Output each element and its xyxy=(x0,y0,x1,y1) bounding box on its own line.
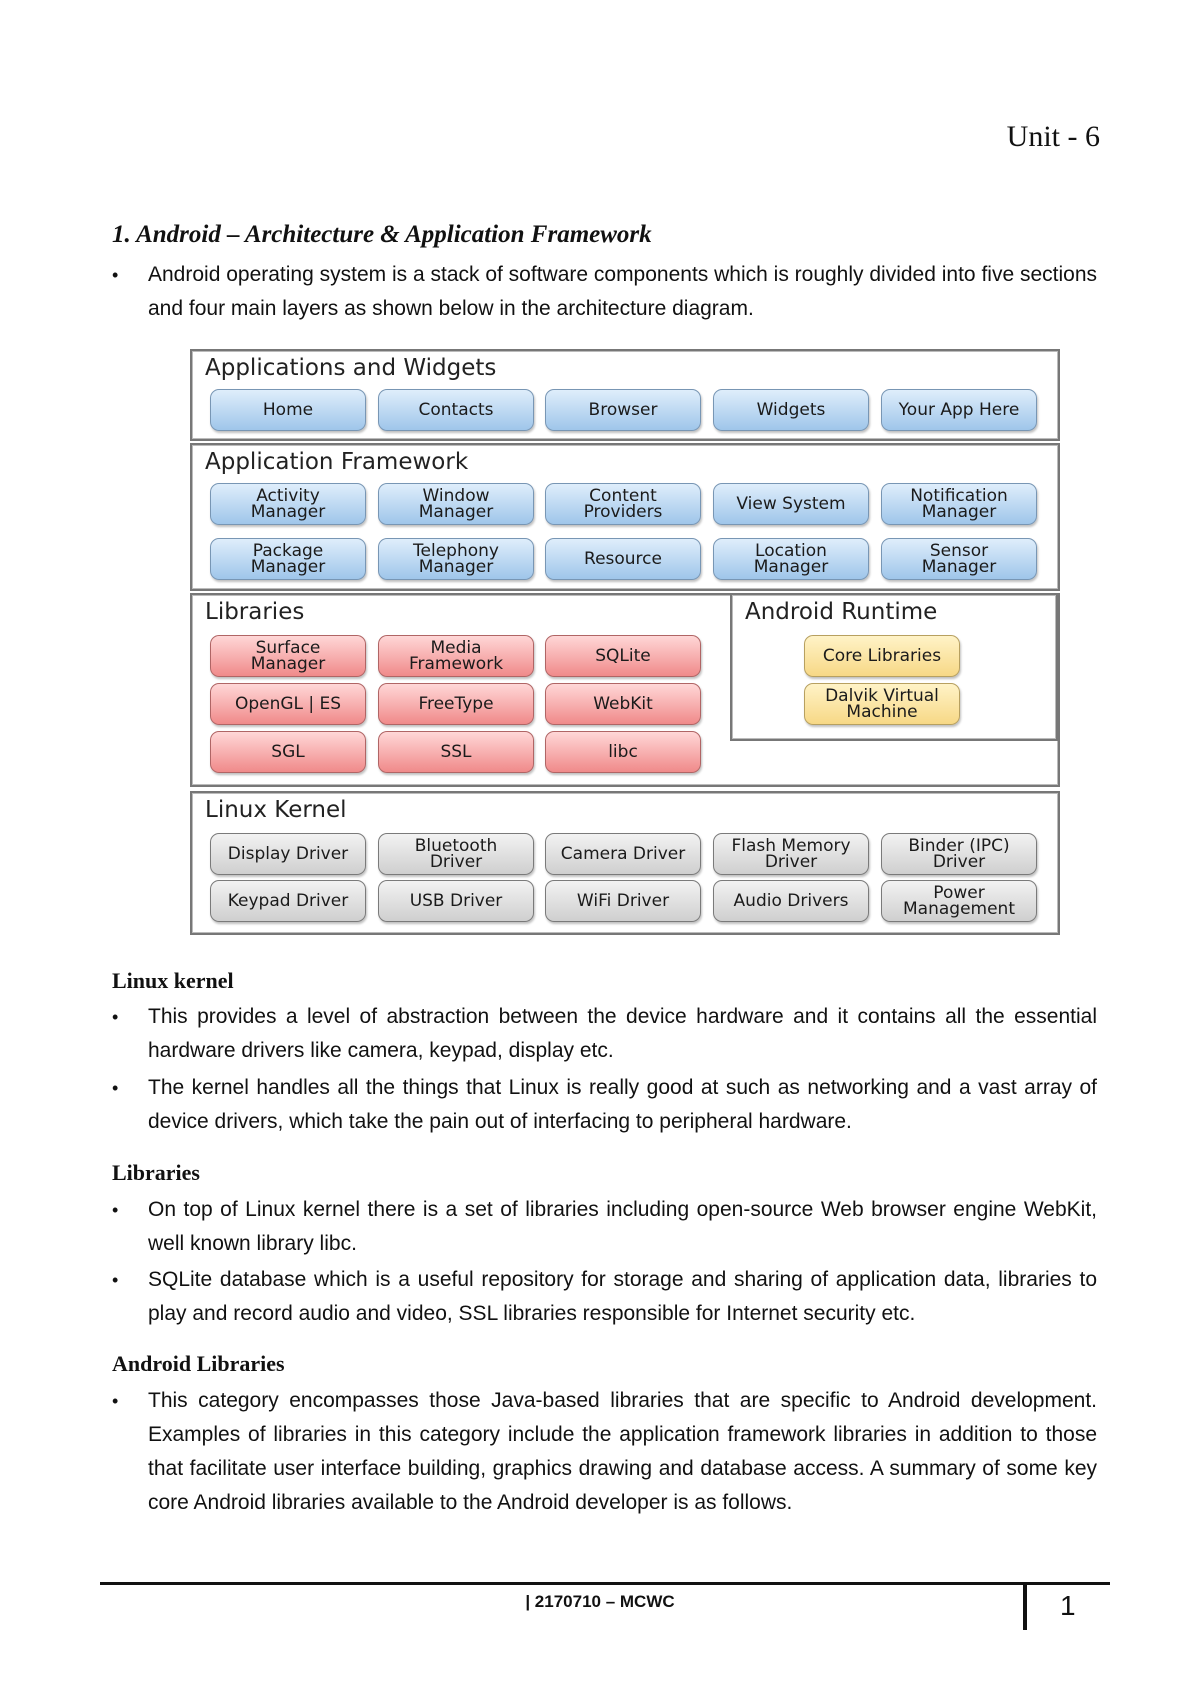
bullet-dot: • xyxy=(112,1200,119,1220)
libraries-bullet-1-text: On top of Linux kernel there is a set of libraries including open-source Web browser engine WebKit, well known library libc. xyxy=(148,1198,1097,1255)
box-notification-manager: Notification Manager xyxy=(881,483,1037,525)
footer-divider xyxy=(1023,1584,1027,1630)
box-usb-driver: USB Driver xyxy=(378,880,534,922)
layer-libraries xyxy=(190,593,1060,787)
architecture-diagram xyxy=(190,349,1060,939)
layer-title-applications: Applications and Widgets xyxy=(205,355,497,381)
box-window-manager: Window Manager xyxy=(378,483,534,525)
box-sgl: SGL xyxy=(210,731,366,773)
intro-text: Android operating system is a stack of software components which is roughly divided into five sections and four main layers as shown below in the architecture diagram. xyxy=(148,263,1097,320)
box-libc: libc xyxy=(545,731,701,773)
linux-bullet-2 xyxy=(112,1071,1097,1139)
page-number: 1 xyxy=(1060,1590,1076,1621)
bullet-dot: • xyxy=(112,265,119,285)
layer-runtime xyxy=(730,593,1058,741)
box-opengl: OpenGL | ES xyxy=(210,683,366,725)
box-display-driver: Display Driver xyxy=(210,833,366,875)
box-bluetooth-driver: Bluetooth Driver xyxy=(378,833,534,875)
layer-title-framework: Application Framework xyxy=(205,449,469,475)
box-freetype: FreeType xyxy=(378,683,534,725)
box-surface-manager: Surface Manager xyxy=(210,635,366,677)
box-keypad-driver: Keypad Driver xyxy=(210,880,366,922)
box-activity-manager: Activity Manager xyxy=(210,483,366,525)
libraries-bullet-1 xyxy=(112,1193,1097,1261)
box-your-app: Your App Here xyxy=(881,389,1037,431)
box-core-libraries: Core Libraries xyxy=(804,635,960,677)
box-sqlite: SQLite xyxy=(545,635,701,677)
intro-bullet xyxy=(112,258,1097,326)
box-content-providers: Content Providers xyxy=(545,483,701,525)
layer-framework xyxy=(190,443,1060,591)
layer-title-kernel: Linux Kernel xyxy=(205,797,347,823)
footer-course: | 2170710 – MCWC xyxy=(525,1592,675,1611)
linux-bullet-2-text: The kernel handles all the things that Linux is really good at such as networking and a vast array of device drivers, which take the pain out of interfacing to peripheral hardware. xyxy=(148,1076,1097,1133)
linux-bullet-1 xyxy=(112,1000,1097,1068)
box-ssl: SSL xyxy=(378,731,534,773)
box-widgets: Widgets xyxy=(713,389,869,431)
bullet-dot: • xyxy=(112,1270,119,1290)
box-camera-driver: Camera Driver xyxy=(545,833,701,875)
box-audio-drivers: Audio Drivers xyxy=(713,880,869,922)
box-flash-memory-driver: Flash Memory Driver xyxy=(713,833,869,875)
layer-title-runtime: Android Runtime xyxy=(745,599,938,625)
unit-label: Unit - 6 xyxy=(1006,120,1100,153)
bullet-dot: • xyxy=(112,1391,119,1411)
box-contacts: Contacts xyxy=(378,389,534,431)
box-webkit: WebKit xyxy=(545,683,701,725)
bullet-dot: • xyxy=(112,1078,119,1098)
footer-rule xyxy=(100,1582,1110,1585)
box-sensor-manager: Sensor Manager xyxy=(881,538,1037,580)
box-telephony-manager: Telephony Manager xyxy=(378,538,534,580)
box-view-system: View System xyxy=(713,483,869,525)
box-package-manager: Package Manager xyxy=(210,538,366,580)
libraries-bullet-2-text: SQLite database which is a useful repository for storage and sharing of application data, libraries to play and record audio and video, SSL libraries responsible for Internet security etc. xyxy=(148,1268,1097,1325)
box-wifi-driver: WiFi Driver xyxy=(545,880,701,922)
libraries-bullet-2 xyxy=(112,1263,1097,1331)
box-browser: Browser xyxy=(545,389,701,431)
bullet-dot: • xyxy=(112,1007,119,1027)
box-media-framework: Media Framework xyxy=(378,635,534,677)
section-title-android-libraries: Android Libraries xyxy=(112,1351,285,1376)
box-binder-driver: Binder (IPC) Driver xyxy=(881,833,1037,875)
box-location-manager: Location Manager xyxy=(713,538,869,580)
layer-kernel xyxy=(190,791,1060,935)
box-dalvik-vm: Dalvik Virtual Machine xyxy=(804,683,960,725)
section-title-linux: Linux kernel xyxy=(112,968,234,993)
android-libraries-bullet-1-text: This category encompasses those Java-based libraries that are specific to Android development. Examples of libraries in this category include the application framework libraries in addition to those that facilitate user interface building, graphics drawing and database access. A summary of some key core Android libraries available to the Android developer is as follows. xyxy=(148,1389,1097,1514)
android-libraries-bullet-1 xyxy=(112,1384,1097,1520)
box-home: Home xyxy=(210,389,366,431)
section-heading: 1. Android – Architecture & Application Framework xyxy=(112,221,652,248)
layer-title-libraries: Libraries xyxy=(205,599,305,625)
section-title-libraries: Libraries xyxy=(112,1160,200,1185)
box-power-management: Power Management xyxy=(881,880,1037,922)
linux-bullet-1-text: This provides a level of abstraction between the device hardware and it contains all the essential hardware drivers like camera, keypad, display etc. xyxy=(148,1005,1097,1062)
box-resource: Resource xyxy=(545,538,701,580)
layer-applications xyxy=(190,349,1060,441)
